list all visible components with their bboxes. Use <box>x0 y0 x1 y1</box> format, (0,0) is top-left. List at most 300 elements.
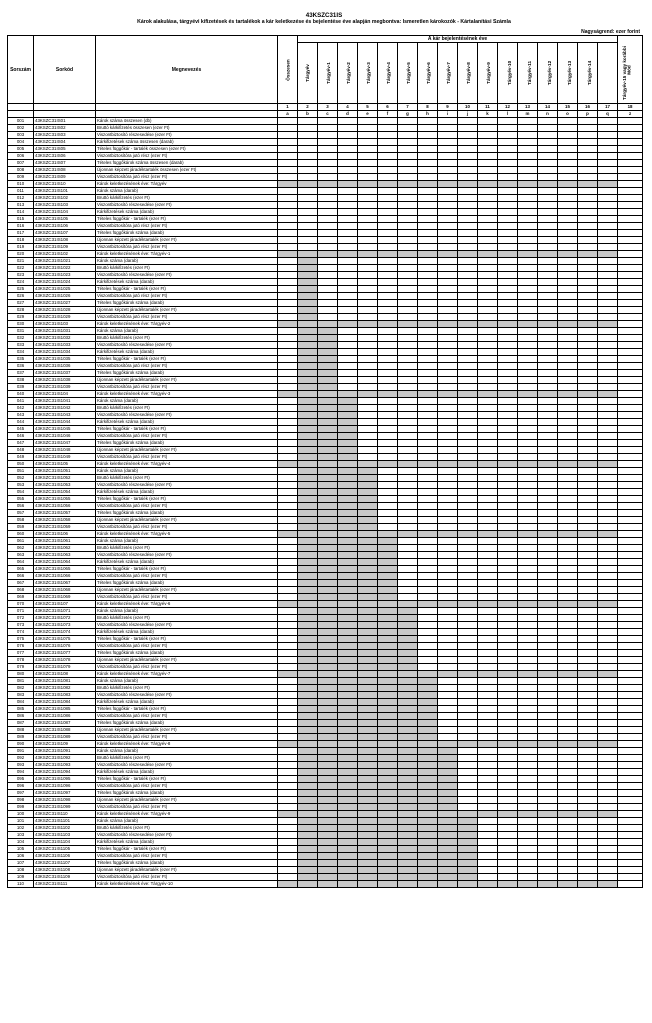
data-cell[interactable] <box>498 237 518 244</box>
data-cell[interactable] <box>398 496 418 503</box>
data-cell[interactable] <box>398 370 418 377</box>
data-cell[interactable] <box>478 713 498 720</box>
data-cell[interactable] <box>538 818 558 825</box>
data-cell[interactable] <box>578 223 598 230</box>
data-cell[interactable] <box>578 573 598 580</box>
data-cell[interactable] <box>598 832 618 839</box>
data-cell[interactable] <box>298 328 318 335</box>
data-cell[interactable] <box>578 685 598 692</box>
data-cell[interactable] <box>358 314 378 321</box>
data-cell[interactable] <box>338 391 358 398</box>
data-cell[interactable] <box>478 531 498 538</box>
data-cell[interactable] <box>338 475 358 482</box>
data-cell[interactable] <box>498 797 518 804</box>
data-cell[interactable] <box>398 685 418 692</box>
data-cell[interactable] <box>498 881 518 888</box>
data-cell[interactable] <box>398 307 418 314</box>
data-cell[interactable] <box>278 881 298 888</box>
data-cell[interactable] <box>558 125 578 132</box>
data-cell[interactable] <box>398 237 418 244</box>
data-cell[interactable] <box>438 160 458 167</box>
data-cell[interactable] <box>318 174 338 181</box>
data-cell[interactable] <box>598 706 618 713</box>
data-cell[interactable] <box>298 559 318 566</box>
data-cell[interactable] <box>438 755 458 762</box>
data-cell[interactable] <box>318 629 338 636</box>
data-cell[interactable] <box>598 307 618 314</box>
data-cell[interactable] <box>338 580 358 587</box>
data-cell[interactable] <box>438 706 458 713</box>
data-cell[interactable] <box>318 608 338 615</box>
data-cell[interactable] <box>418 839 438 846</box>
data-cell[interactable] <box>478 804 498 811</box>
data-cell[interactable] <box>338 370 358 377</box>
data-cell[interactable] <box>438 601 458 608</box>
data-cell[interactable] <box>458 370 478 377</box>
data-cell[interactable] <box>318 251 338 258</box>
data-cell[interactable] <box>278 412 298 419</box>
data-cell[interactable] <box>318 566 338 573</box>
data-cell[interactable] <box>398 643 418 650</box>
data-cell[interactable] <box>358 188 378 195</box>
data-cell[interactable] <box>318 433 338 440</box>
data-cell[interactable] <box>438 832 458 839</box>
data-cell[interactable] <box>338 405 358 412</box>
data-cell[interactable] <box>398 321 418 328</box>
data-cell[interactable] <box>338 678 358 685</box>
data-cell[interactable] <box>518 825 538 832</box>
data-cell[interactable] <box>498 594 518 601</box>
data-cell[interactable] <box>298 573 318 580</box>
data-cell[interactable] <box>578 328 598 335</box>
data-cell[interactable] <box>618 839 643 846</box>
data-cell[interactable] <box>598 202 618 209</box>
data-cell[interactable] <box>358 475 378 482</box>
data-cell[interactable] <box>378 230 398 237</box>
data-cell[interactable] <box>538 881 558 888</box>
data-cell[interactable] <box>578 370 598 377</box>
data-cell[interactable] <box>578 636 598 643</box>
data-cell[interactable] <box>418 776 438 783</box>
data-cell[interactable] <box>378 440 398 447</box>
data-cell[interactable] <box>358 783 378 790</box>
data-cell[interactable] <box>498 741 518 748</box>
data-cell[interactable] <box>278 818 298 825</box>
data-cell[interactable] <box>498 678 518 685</box>
data-cell[interactable] <box>418 790 438 797</box>
data-cell[interactable] <box>558 160 578 167</box>
data-cell[interactable] <box>438 139 458 146</box>
data-cell[interactable] <box>278 293 298 300</box>
data-cell[interactable] <box>438 349 458 356</box>
data-cell[interactable] <box>338 825 358 832</box>
data-cell[interactable] <box>598 678 618 685</box>
data-cell[interactable] <box>298 391 318 398</box>
data-cell[interactable] <box>318 440 338 447</box>
data-cell[interactable] <box>438 370 458 377</box>
data-cell[interactable] <box>578 748 598 755</box>
data-cell[interactable] <box>578 237 598 244</box>
data-cell[interactable] <box>338 426 358 433</box>
data-cell[interactable] <box>318 314 338 321</box>
data-cell[interactable] <box>438 594 458 601</box>
data-cell[interactable] <box>478 657 498 664</box>
data-cell[interactable] <box>358 125 378 132</box>
data-cell[interactable] <box>418 804 438 811</box>
data-cell[interactable] <box>538 125 558 132</box>
data-cell[interactable] <box>418 846 438 853</box>
data-cell[interactable] <box>438 132 458 139</box>
data-cell[interactable] <box>438 230 458 237</box>
data-cell[interactable] <box>538 160 558 167</box>
data-cell[interactable] <box>558 454 578 461</box>
data-cell[interactable] <box>618 510 643 517</box>
data-cell[interactable] <box>578 314 598 321</box>
data-cell[interactable] <box>278 307 298 314</box>
data-cell[interactable] <box>358 426 378 433</box>
data-cell[interactable] <box>438 678 458 685</box>
data-cell[interactable] <box>318 811 338 818</box>
data-cell[interactable] <box>478 664 498 671</box>
data-cell[interactable] <box>438 657 458 664</box>
data-cell[interactable] <box>598 356 618 363</box>
data-cell[interactable] <box>598 538 618 545</box>
data-cell[interactable] <box>298 461 318 468</box>
data-cell[interactable] <box>478 167 498 174</box>
data-cell[interactable] <box>498 307 518 314</box>
data-cell[interactable] <box>398 153 418 160</box>
data-cell[interactable] <box>578 538 598 545</box>
data-cell[interactable] <box>278 517 298 524</box>
data-cell[interactable] <box>518 664 538 671</box>
data-cell[interactable] <box>538 356 558 363</box>
data-cell[interactable] <box>578 755 598 762</box>
data-cell[interactable] <box>478 559 498 566</box>
data-cell[interactable] <box>538 216 558 223</box>
data-cell[interactable] <box>578 524 598 531</box>
data-cell[interactable] <box>458 314 478 321</box>
data-cell[interactable] <box>398 258 418 265</box>
data-cell[interactable] <box>538 293 558 300</box>
data-cell[interactable] <box>518 678 538 685</box>
data-cell[interactable] <box>298 167 318 174</box>
data-cell[interactable] <box>498 496 518 503</box>
data-cell[interactable] <box>298 811 318 818</box>
data-cell[interactable] <box>598 328 618 335</box>
data-cell[interactable] <box>398 356 418 363</box>
data-cell[interactable] <box>598 398 618 405</box>
data-cell[interactable] <box>398 769 418 776</box>
data-cell[interactable] <box>438 321 458 328</box>
data-cell[interactable] <box>618 454 643 461</box>
data-cell[interactable] <box>278 118 298 125</box>
data-cell[interactable] <box>498 713 518 720</box>
data-cell[interactable] <box>538 349 558 356</box>
data-cell[interactable] <box>398 405 418 412</box>
data-cell[interactable] <box>498 433 518 440</box>
data-cell[interactable] <box>478 538 498 545</box>
data-cell[interactable] <box>358 370 378 377</box>
data-cell[interactable] <box>478 874 498 881</box>
data-cell[interactable] <box>578 426 598 433</box>
data-cell[interactable] <box>538 440 558 447</box>
data-cell[interactable] <box>578 706 598 713</box>
data-cell[interactable] <box>478 433 498 440</box>
data-cell[interactable] <box>398 342 418 349</box>
data-cell[interactable] <box>298 552 318 559</box>
data-cell[interactable] <box>598 846 618 853</box>
data-cell[interactable] <box>358 202 378 209</box>
data-cell[interactable] <box>278 314 298 321</box>
data-cell[interactable] <box>318 349 338 356</box>
data-cell[interactable] <box>618 727 643 734</box>
data-cell[interactable] <box>458 251 478 258</box>
data-cell[interactable] <box>278 566 298 573</box>
data-cell[interactable] <box>438 797 458 804</box>
data-cell[interactable] <box>578 832 598 839</box>
data-cell[interactable] <box>358 643 378 650</box>
data-cell[interactable] <box>338 643 358 650</box>
data-cell[interactable] <box>278 853 298 860</box>
data-cell[interactable] <box>438 853 458 860</box>
data-cell[interactable] <box>298 195 318 202</box>
data-cell[interactable] <box>578 818 598 825</box>
data-cell[interactable] <box>558 223 578 230</box>
data-cell[interactable] <box>378 482 398 489</box>
data-cell[interactable] <box>358 118 378 125</box>
data-cell[interactable] <box>618 636 643 643</box>
data-cell[interactable] <box>418 734 438 741</box>
data-cell[interactable] <box>298 622 318 629</box>
data-cell[interactable] <box>518 636 538 643</box>
data-cell[interactable] <box>498 671 518 678</box>
data-cell[interactable] <box>358 237 378 244</box>
data-cell[interactable] <box>498 384 518 391</box>
data-cell[interactable] <box>338 398 358 405</box>
data-cell[interactable] <box>578 363 598 370</box>
data-cell[interactable] <box>378 426 398 433</box>
data-cell[interactable] <box>398 349 418 356</box>
data-cell[interactable] <box>358 748 378 755</box>
data-cell[interactable] <box>398 559 418 566</box>
data-cell[interactable] <box>478 216 498 223</box>
data-cell[interactable] <box>358 601 378 608</box>
data-cell[interactable] <box>478 195 498 202</box>
data-cell[interactable] <box>338 713 358 720</box>
data-cell[interactable] <box>318 825 338 832</box>
data-cell[interactable] <box>558 440 578 447</box>
data-cell[interactable] <box>378 811 398 818</box>
data-cell[interactable] <box>538 594 558 601</box>
data-cell[interactable] <box>618 132 643 139</box>
data-cell[interactable] <box>598 412 618 419</box>
data-cell[interactable] <box>478 867 498 874</box>
data-cell[interactable] <box>438 440 458 447</box>
data-cell[interactable] <box>278 531 298 538</box>
data-cell[interactable] <box>298 517 318 524</box>
data-cell[interactable] <box>358 209 378 216</box>
data-cell[interactable] <box>518 132 538 139</box>
data-cell[interactable] <box>618 503 643 510</box>
data-cell[interactable] <box>298 741 318 748</box>
data-cell[interactable] <box>438 587 458 594</box>
data-cell[interactable] <box>558 608 578 615</box>
data-cell[interactable] <box>458 405 478 412</box>
data-cell[interactable] <box>478 615 498 622</box>
data-cell[interactable] <box>438 538 458 545</box>
data-cell[interactable] <box>618 790 643 797</box>
data-cell[interactable] <box>278 580 298 587</box>
data-cell[interactable] <box>358 300 378 307</box>
data-cell[interactable] <box>458 692 478 699</box>
data-cell[interactable] <box>498 216 518 223</box>
data-cell[interactable] <box>478 776 498 783</box>
data-cell[interactable] <box>518 783 538 790</box>
data-cell[interactable] <box>298 265 318 272</box>
data-cell[interactable] <box>598 839 618 846</box>
data-cell[interactable] <box>338 272 358 279</box>
data-cell[interactable] <box>618 678 643 685</box>
data-cell[interactable] <box>498 524 518 531</box>
data-cell[interactable] <box>358 594 378 601</box>
data-cell[interactable] <box>338 195 358 202</box>
data-cell[interactable] <box>498 328 518 335</box>
data-cell[interactable] <box>438 146 458 153</box>
data-cell[interactable] <box>358 496 378 503</box>
data-cell[interactable] <box>618 776 643 783</box>
data-cell[interactable] <box>538 286 558 293</box>
data-cell[interactable] <box>478 300 498 307</box>
data-cell[interactable] <box>398 552 418 559</box>
data-cell[interactable] <box>338 601 358 608</box>
data-cell[interactable] <box>478 727 498 734</box>
data-cell[interactable] <box>378 328 398 335</box>
data-cell[interactable] <box>358 867 378 874</box>
data-cell[interactable] <box>358 741 378 748</box>
data-cell[interactable] <box>298 776 318 783</box>
data-cell[interactable] <box>578 769 598 776</box>
data-cell[interactable] <box>558 118 578 125</box>
data-cell[interactable] <box>418 223 438 230</box>
data-cell[interactable] <box>518 146 538 153</box>
data-cell[interactable] <box>558 531 578 538</box>
data-cell[interactable] <box>378 384 398 391</box>
data-cell[interactable] <box>518 167 538 174</box>
data-cell[interactable] <box>578 503 598 510</box>
data-cell[interactable] <box>438 475 458 482</box>
data-cell[interactable] <box>278 160 298 167</box>
data-cell[interactable] <box>518 321 538 328</box>
data-cell[interactable] <box>338 251 358 258</box>
data-cell[interactable] <box>418 405 438 412</box>
data-cell[interactable] <box>498 601 518 608</box>
data-cell[interactable] <box>398 699 418 706</box>
data-cell[interactable] <box>398 517 418 524</box>
data-cell[interactable] <box>558 482 578 489</box>
data-cell[interactable] <box>418 384 438 391</box>
data-cell[interactable] <box>418 496 438 503</box>
data-cell[interactable] <box>618 209 643 216</box>
data-cell[interactable] <box>538 727 558 734</box>
data-cell[interactable] <box>498 573 518 580</box>
data-cell[interactable] <box>398 440 418 447</box>
data-cell[interactable] <box>458 447 478 454</box>
data-cell[interactable] <box>438 769 458 776</box>
data-cell[interactable] <box>378 552 398 559</box>
data-cell[interactable] <box>358 587 378 594</box>
data-cell[interactable] <box>618 447 643 454</box>
data-cell[interactable] <box>578 762 598 769</box>
data-cell[interactable] <box>498 734 518 741</box>
data-cell[interactable] <box>558 818 578 825</box>
data-cell[interactable] <box>538 244 558 251</box>
data-cell[interactable] <box>538 475 558 482</box>
data-cell[interactable] <box>278 524 298 531</box>
data-cell[interactable] <box>578 713 598 720</box>
data-cell[interactable] <box>618 867 643 874</box>
data-cell[interactable] <box>518 692 538 699</box>
data-cell[interactable] <box>298 489 318 496</box>
data-cell[interactable] <box>418 118 438 125</box>
data-cell[interactable] <box>538 209 558 216</box>
data-cell[interactable] <box>458 279 478 286</box>
data-cell[interactable] <box>318 559 338 566</box>
data-cell[interactable] <box>298 153 318 160</box>
data-cell[interactable] <box>498 783 518 790</box>
data-cell[interactable] <box>398 545 418 552</box>
data-cell[interactable] <box>518 657 538 664</box>
data-cell[interactable] <box>278 671 298 678</box>
data-cell[interactable] <box>358 321 378 328</box>
data-cell[interactable] <box>338 412 358 419</box>
data-cell[interactable] <box>398 839 418 846</box>
data-cell[interactable] <box>398 202 418 209</box>
data-cell[interactable] <box>358 769 378 776</box>
data-cell[interactable] <box>598 503 618 510</box>
data-cell[interactable] <box>498 825 518 832</box>
data-cell[interactable] <box>358 342 378 349</box>
data-cell[interactable] <box>538 713 558 720</box>
data-cell[interactable] <box>378 734 398 741</box>
data-cell[interactable] <box>598 391 618 398</box>
data-cell[interactable] <box>458 489 478 496</box>
data-cell[interactable] <box>438 272 458 279</box>
data-cell[interactable] <box>518 531 538 538</box>
data-cell[interactable] <box>598 188 618 195</box>
data-cell[interactable] <box>478 335 498 342</box>
data-cell[interactable] <box>558 664 578 671</box>
data-cell[interactable] <box>418 216 438 223</box>
data-cell[interactable] <box>378 363 398 370</box>
data-cell[interactable] <box>558 874 578 881</box>
data-cell[interactable] <box>298 188 318 195</box>
data-cell[interactable] <box>318 300 338 307</box>
data-cell[interactable] <box>278 762 298 769</box>
data-cell[interactable] <box>518 867 538 874</box>
data-cell[interactable] <box>358 825 378 832</box>
data-cell[interactable] <box>458 412 478 419</box>
data-cell[interactable] <box>438 503 458 510</box>
data-cell[interactable] <box>558 244 578 251</box>
data-cell[interactable] <box>358 244 378 251</box>
data-cell[interactable] <box>518 286 538 293</box>
data-cell[interactable] <box>618 433 643 440</box>
data-cell[interactable] <box>578 867 598 874</box>
data-cell[interactable] <box>298 223 318 230</box>
data-cell[interactable] <box>318 650 338 657</box>
data-cell[interactable] <box>478 783 498 790</box>
data-cell[interactable] <box>478 741 498 748</box>
